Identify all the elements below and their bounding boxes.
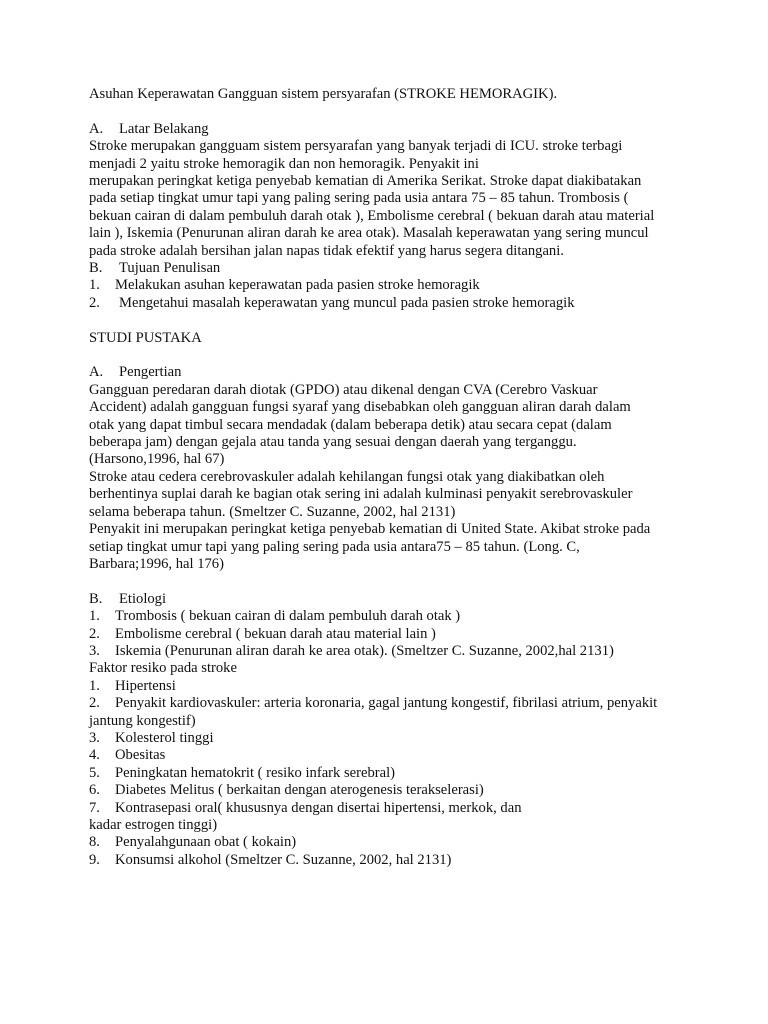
list-item bbox=[89, 626, 708, 643]
paragraph-line: lain ), Iskemia (Penurunan aliran darah ke area otak). Masalah keperawatan yang sering muncul bbox=[89, 225, 649, 242]
list-number: 6. bbox=[89, 782, 100, 799]
section-heading-text: Pengertian bbox=[119, 364, 182, 381]
list-text: Obesitas bbox=[115, 747, 166, 764]
list-item bbox=[89, 643, 708, 660]
list-number: 5. bbox=[89, 764, 100, 781]
list-item bbox=[89, 730, 708, 747]
list-item bbox=[89, 295, 708, 312]
list-text: Trombosis ( bekuan cairan di dalam pembuluh darah otak ) bbox=[115, 608, 461, 625]
list-item bbox=[89, 834, 708, 851]
list-item bbox=[89, 608, 708, 625]
list-number: 2. bbox=[89, 695, 100, 712]
list-item-continuation: kadar estrogen tinggi) bbox=[89, 817, 218, 833]
document-title: Asuhan Keperawatan Gangguan sistem persyarafan (STROKE HEMORAGIK). bbox=[89, 86, 558, 102]
paragraph-line: bekuan cairan di dalam pembuluh darah otak ), Embolisme cerebral ( bekuan darah atau material bbox=[89, 207, 655, 224]
paragraph-line: setiap tingkat umur tapi yang paling sering pada usia antara75 – 85 tahun. (Long. C, bbox=[89, 538, 580, 555]
list-text: Penyakit kardiovaskuler: arteria koronaria, gagal jantung kongestif, fibrilasi atrium, penyakit bbox=[115, 695, 658, 712]
list-text: Penyalahgunaan obat ( kokain) bbox=[115, 834, 297, 851]
list-number: 3. bbox=[89, 729, 100, 746]
section-number: A. bbox=[89, 120, 104, 137]
section-heading-etiologi bbox=[89, 591, 708, 608]
list-item bbox=[89, 800, 708, 817]
list-text: Hipertensi bbox=[115, 677, 176, 694]
list-number: 3. bbox=[89, 642, 100, 659]
list-text: Mengetahui masalah keperawatan yang muncul pada pasien stroke hemoragik bbox=[119, 294, 575, 311]
list-text: Konsumsi alkohol (Smeltzer C. Suzanne, 2002, hal 2131) bbox=[115, 851, 452, 868]
list-item bbox=[89, 782, 708, 799]
section-heading-tujuan-penulisan bbox=[89, 260, 708, 277]
list-text: Melakukan asuhan keperawatan pada pasien stroke hemoragik bbox=[115, 277, 480, 294]
list-number: 2. bbox=[89, 294, 100, 311]
list-number: 9. bbox=[89, 851, 100, 868]
list-item bbox=[89, 678, 708, 695]
list-number: 2. bbox=[89, 625, 100, 642]
paragraph-line: otak yang dapat timbul secara mendadak (dalam beberapa detik) atau secara cepat (dalam bbox=[89, 416, 612, 433]
section-heading-pengertian bbox=[89, 364, 708, 381]
section-title-studi-pustaka: STUDI PUSTAKA bbox=[89, 329, 202, 346]
paragraph-line: Stroke merupakan gangguam sistem persyarafan yang banyak terjadi di ICU. stroke terbagi bbox=[89, 138, 623, 155]
section-heading-text: Etiologi bbox=[119, 590, 167, 607]
list-item bbox=[89, 695, 708, 712]
list-number: 4. bbox=[89, 747, 100, 764]
paragraph-line: Stroke atau cedera cerebrovaskuler adalah kehilangan fungsi otak yang diakibatkan oleh bbox=[89, 468, 605, 485]
paragraph-line: pada stroke adalah bersihan jalan napas tidak efektif yang harus segera ditangani. bbox=[89, 242, 564, 259]
paragraph-line: menjadi 2 yaitu stroke hemoragik dan non hemoragik. Penyakit ini bbox=[89, 155, 479, 172]
list-text: Kolesterol tinggi bbox=[115, 729, 214, 746]
paragraph-line: (Harsono,1996, hal 67) bbox=[89, 451, 225, 468]
paragraph-line: berhentinya suplai darah ke bagian otak sering ini adalah kulminasi penyakit serebrovaskuler bbox=[89, 486, 633, 503]
list-number: 1. bbox=[89, 677, 100, 694]
section-heading-latar-belakang bbox=[89, 121, 708, 138]
list-number: 7. bbox=[89, 799, 100, 816]
list-text: Kontrasepasi oral( khususnya dengan disertai hipertensi, merkok, dan bbox=[115, 799, 522, 816]
paragraph-line: Barbara;1996, hal 176) bbox=[89, 555, 224, 572]
paragraph-line: Penyakit ini merupakan peringkat ketiga penyebab kematian di United State. Akibat stroke pada bbox=[89, 521, 651, 538]
list-number: 1. bbox=[89, 277, 100, 294]
paragraph-line: merupakan peringkat ketiga penyebab kematian di Amerika Serikat. Stroke dapat diakibatakan bbox=[89, 173, 642, 190]
paragraph-line: Accident) adalah gangguan fungsi syaraf yang disebabkan oleh gangguan aliran darah dalam bbox=[89, 399, 631, 416]
list-number: 8. bbox=[89, 834, 100, 851]
section-number: A. bbox=[89, 364, 104, 381]
paragraph-line: beberapa jam) dengan gejala atau tanda yang sesuai dengan daerah yang terganggu. bbox=[89, 434, 577, 451]
list-item bbox=[89, 852, 708, 869]
paragraph-line: Gangguan peredaran darah diotak (GPDO) atau dikenal dengan CVA (Cerebro Vaskuar bbox=[89, 381, 598, 398]
list-text: Iskemia (Penurunan aliran darah ke area otak). (Smeltzer C. Suzanne, 2002,hal 2131) bbox=[115, 642, 614, 659]
list-item bbox=[89, 277, 708, 294]
list-text: Diabetes Melitus ( berkaitan dengan aterogenesis terakselerasi) bbox=[115, 782, 484, 799]
paragraph-line: selama beberapa tahun. (Smeltzer C. Suzanne, 2002, hal 2131) bbox=[89, 503, 456, 520]
list-item-continuation: jantung kongestif) bbox=[89, 712, 196, 729]
paragraph-line: pada setiap tingkat umur tapi yang paling sering pada usia antara 75 – 85 tahun. Trombosis ( bbox=[89, 190, 629, 207]
section-number: B. bbox=[89, 260, 103, 277]
list-text: Embolisme cerebral ( bekuan darah atau material lain ) bbox=[115, 625, 436, 642]
list-item bbox=[89, 747, 708, 764]
section-heading-text: Tujuan Penulisan bbox=[119, 260, 221, 277]
section-heading-text: Latar Belakang bbox=[119, 120, 209, 137]
list-item bbox=[89, 765, 708, 782]
section-number: B. bbox=[89, 590, 103, 607]
list-number: 1. bbox=[89, 608, 100, 625]
list-text: Peningkatan hematokrit ( resiko infark serebral) bbox=[115, 764, 396, 781]
subsection-heading-faktor-resiko: Faktor resiko pada stroke bbox=[89, 660, 237, 677]
